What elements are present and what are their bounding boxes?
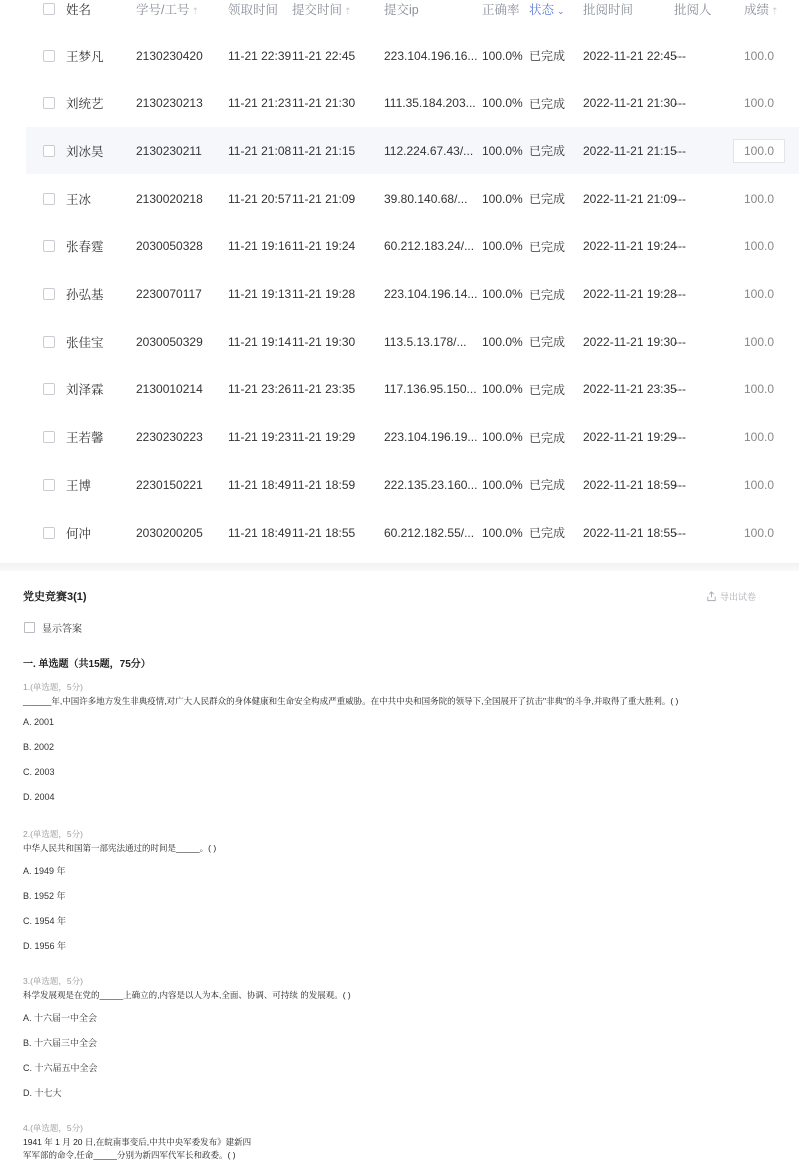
submit-time: 11-21 21:30 [292, 96, 356, 111]
row-checkbox[interactable] [43, 145, 55, 157]
accuracy: 100.0% [482, 96, 523, 111]
option-d: D. 1956 年 [23, 941, 67, 951]
student-id: 2130230213 [136, 96, 203, 111]
col-status-filter[interactable]: 状态 ⌄ [529, 3, 565, 17]
review-time: 2022-11-21 21:30 [583, 96, 677, 111]
student-name: 何冲 [66, 526, 92, 541]
question-stem-line-2: 军军部的命令,任命_____分别为新四军代军长和政委。( ) [23, 1150, 236, 1160]
student-name: 王冰 [66, 192, 92, 207]
receive-time: 11-21 20:57 [228, 191, 292, 206]
status: 已完成 [529, 239, 566, 254]
option-a: A. 1949 年 [23, 866, 66, 876]
score: 100.0 [744, 287, 775, 301]
score: 100.0 [744, 525, 775, 540]
student-name: 张春霆 [66, 240, 104, 255]
table-row[interactable] [26, 32, 799, 79]
status: 已完成 [529, 382, 566, 397]
review-time: 2022-11-21 19:24 [583, 239, 677, 254]
question-stem: 中华人民共和国第一部宪法通过的时间是_____。( ) [23, 843, 217, 853]
table-row[interactable] [26, 223, 799, 270]
submit-ip: 111.35.184.203... [384, 96, 476, 111]
status: 已完成 [529, 287, 566, 302]
student-id: 2030050329 [136, 334, 203, 349]
student-name: 孙弘基 [66, 288, 104, 302]
receive-time: 11-21 21:08 [228, 143, 292, 158]
export-icon [706, 591, 717, 602]
col-receive-time: 领取时间 [228, 3, 279, 17]
row-checkbox[interactable] [43, 336, 55, 348]
submit-ip: 112.224.67.43/... [384, 143, 474, 158]
student-name: 王博 [66, 478, 92, 493]
submit-ip: 60.212.182.55/... [384, 525, 475, 540]
paper-title: 党史竞赛3(1) [23, 591, 87, 603]
reviewer: --- [674, 143, 686, 158]
student-id: 2230230223 [136, 430, 203, 445]
reviewer: --- [674, 48, 686, 63]
student-name: 刘泽霖 [66, 383, 104, 398]
submit-ip: 39.80.140.68/... [384, 191, 468, 206]
question-meta: 4.(单选题，5分) [23, 1123, 83, 1133]
col-review-time: 批阅时间 [583, 3, 634, 17]
show-answer-toggle[interactable]: 显示答案 [24, 620, 82, 635]
review-time: 2022-11-21 19:30 [583, 334, 677, 349]
question-stem: 科学发展观是在党的_____上确立的,内容是以人为本,全面、协调、可持续 的发展观。( ) [23, 990, 351, 1000]
row-checkbox[interactable] [43, 431, 55, 443]
student-name: 刘统艺 [66, 97, 104, 112]
reviewer: --- [674, 430, 686, 445]
col-accuracy: 正确率 [482, 3, 520, 17]
submit-ip: 223.104.196.19... [384, 430, 478, 445]
results-table [0, 0, 799, 563]
submit-ip: 223.104.196.16... [384, 48, 478, 63]
accuracy: 100.0% [482, 287, 523, 301]
accuracy: 100.0% [482, 477, 523, 492]
receive-time: 11-21 19:23 [228, 430, 292, 445]
option-c: C. 2003 [23, 767, 55, 777]
score: 100.0 [744, 239, 775, 254]
option-a: A. 2001 [23, 717, 55, 727]
student-name: 刘冰昊 [66, 144, 104, 159]
table-row[interactable] [26, 175, 799, 222]
question-stem: ______年,中国许多地方发生非典疫情,对广大人民群众的身体健康和生命安全构成严重威胁。在中共中央和国务院的领导下,全国展开了抗击"非典"的斗争,并取得了重大胜利。( ) [23, 696, 679, 706]
accuracy: 100.0% [482, 430, 523, 445]
question-1 [23, 681, 678, 707]
review-time: 2022-11-21 23:35 [583, 382, 677, 397]
student-id: 2130020218 [136, 191, 203, 206]
receive-time: 11-21 19:14 [228, 334, 292, 349]
table-row[interactable] [26, 509, 799, 556]
table-header [26, 0, 799, 18]
review-time: 2022-11-21 22:45 [583, 48, 677, 63]
row-checkbox[interactable] [43, 193, 55, 205]
reviewer: --- [674, 334, 686, 349]
row-checkbox[interactable] [43, 97, 55, 109]
select-all-checkbox[interactable] [43, 3, 55, 15]
score: 100.0 [744, 382, 775, 397]
student-id: 2230070117 [136, 287, 202, 301]
accuracy: 100.0% [482, 382, 523, 397]
receive-time: 11-21 19:13 [228, 287, 292, 301]
review-time: 2022-11-21 21:15 [583, 143, 677, 158]
review-time: 2022-11-21 19:29 [583, 430, 677, 445]
score: 100.0 [744, 191, 775, 206]
receive-time: 11-21 21:23 [228, 96, 292, 111]
show-answer-checkbox[interactable] [24, 622, 35, 633]
student-id: 2030050328 [136, 239, 203, 254]
status: 已完成 [529, 335, 566, 350]
question-meta: 2.(单选题，5分) [23, 829, 83, 839]
row-checkbox[interactable] [43, 288, 55, 300]
submit-time: 11-21 19:24 [292, 239, 356, 254]
reviewer: --- [674, 382, 686, 397]
submit-time: 11-21 23:35 [292, 382, 356, 397]
submit-time: 11-21 19:30 [292, 334, 356, 349]
table-bottom-edge [0, 563, 799, 571]
row-checkbox[interactable] [43, 240, 55, 252]
score[interactable]: 100.0 [733, 139, 785, 163]
status: 已完成 [529, 96, 566, 111]
sort-icon: ⇡ [771, 6, 779, 16]
accuracy: 100.0% [482, 525, 523, 540]
score: 100.0 [744, 96, 775, 111]
score: 100.0 [744, 334, 775, 349]
question-meta: 1.(单选题，5分) [23, 682, 83, 692]
reviewer: --- [674, 191, 686, 206]
submit-time: 11-21 19:29 [292, 430, 356, 445]
status: 已完成 [529, 192, 566, 207]
option-d: D. 十七大 [23, 1088, 62, 1098]
table-row[interactable] [26, 127, 799, 174]
question-stem: 1941 年 1 月 20 日,在皖南事变后,中共中央军委发布》建新四 [23, 1137, 252, 1147]
row-checkbox[interactable] [43, 383, 55, 395]
submit-time: 11-21 21:15 [292, 143, 356, 158]
row-checkbox[interactable] [43, 50, 55, 62]
submit-time: 11-21 22:45 [292, 48, 356, 63]
table-row[interactable] [26, 271, 799, 318]
col-id[interactable]: 学号/工号 ⇡ [136, 3, 200, 17]
col-score[interactable]: 成绩 ⇡ [744, 3, 779, 17]
reviewer: --- [674, 96, 686, 111]
accuracy: 100.0% [482, 239, 523, 254]
status: 已完成 [529, 144, 566, 159]
chevron-down-icon: ⌄ [557, 6, 565, 16]
student-id: 2130230420 [136, 48, 203, 63]
status: 已完成 [529, 478, 566, 493]
review-time: 2022-11-21 21:09 [583, 191, 677, 206]
status: 已完成 [529, 430, 566, 445]
receive-time: 11-21 18:49 [228, 525, 292, 540]
option-d: D. 2004 [23, 792, 55, 802]
reviewer: --- [674, 239, 686, 254]
question-3 [23, 975, 351, 1001]
reviewer: --- [674, 477, 686, 492]
section-title: 一. 单选题（共15题，75分） [23, 659, 151, 670]
table-row[interactable] [26, 461, 799, 508]
option-b: B. 1952 年 [23, 891, 66, 901]
student-id: 2030200205 [136, 525, 203, 540]
col-submit-time[interactable]: 提交时间 ⇡ [292, 3, 352, 17]
review-time: 2022-11-21 18:59 [583, 477, 677, 492]
sort-icon: ⇡ [191, 6, 200, 16]
reviewer: --- [674, 525, 686, 540]
student-name: 张佳宝 [66, 335, 104, 350]
submit-ip: 60.212.183.24/... [384, 239, 475, 254]
row-checkbox[interactable] [43, 527, 55, 539]
score: 100.0 [744, 477, 775, 492]
student-name: 王梦凡 [66, 49, 104, 64]
table-row[interactable] [26, 80, 799, 127]
accuracy: 100.0% [482, 334, 523, 349]
receive-time: 11-21 23:26 [228, 382, 292, 397]
submit-time: 11-21 19:28 [292, 287, 356, 301]
submit-time: 11-21 18:55 [292, 525, 356, 540]
submit-ip: 117.136.95.150... [384, 382, 477, 397]
option-c: C. 十六届五中全会 [23, 1063, 98, 1073]
review-time: 2022-11-21 18:55 [583, 525, 677, 540]
accuracy: 100.0% [482, 191, 523, 206]
option-a: A. 十六届一中全会 [23, 1013, 98, 1023]
status: 已完成 [529, 526, 566, 540]
col-submit-ip: 提交ip [384, 3, 419, 17]
option-c: C. 1954 年 [23, 916, 67, 926]
submit-ip: 222.135.23.160... [384, 477, 478, 492]
student-id: 2130230211 [136, 143, 202, 158]
option-b: B. 2002 [23, 742, 55, 752]
export-paper-button[interactable]: 导出试卷 [706, 590, 756, 603]
submit-time: 11-21 18:59 [292, 477, 356, 492]
accuracy: 100.0% [482, 48, 523, 63]
accuracy: 100.0% [482, 143, 523, 158]
student-name: 王若馨 [66, 431, 104, 446]
submit-ip: 223.104.196.14... [384, 287, 478, 301]
receive-time: 11-21 22:39 [228, 48, 292, 63]
question-4 [23, 1122, 251, 1161]
sort-icon: ⇡ [344, 6, 352, 16]
option-b: B. 十六届三中全会 [23, 1038, 98, 1048]
submit-time: 11-21 21:09 [292, 191, 356, 206]
status: 已完成 [529, 49, 566, 63]
table-row[interactable] [26, 318, 799, 365]
receive-time: 11-21 18:49 [228, 477, 292, 492]
table-row[interactable] [26, 414, 799, 461]
student-id: 2230150221 [136, 477, 203, 492]
review-time: 2022-11-21 19:28 [583, 287, 677, 301]
score: 100.0 [744, 430, 775, 445]
student-id: 2130010214 [136, 382, 203, 397]
col-reviewer: 批阅人 [674, 3, 712, 17]
table-row[interactable] [26, 366, 799, 413]
question-meta: 3.(单选题，5分) [23, 976, 83, 986]
receive-time: 11-21 19:16 [228, 239, 292, 254]
col-name: 姓名 [66, 3, 92, 17]
exam-paper [0, 571, 799, 1160]
submit-ip: 113.5.13.178/... [384, 334, 467, 349]
reviewer: --- [674, 287, 686, 301]
score: 100.0 [744, 48, 775, 63]
question-2 [23, 828, 216, 854]
row-checkbox[interactable] [43, 479, 55, 491]
